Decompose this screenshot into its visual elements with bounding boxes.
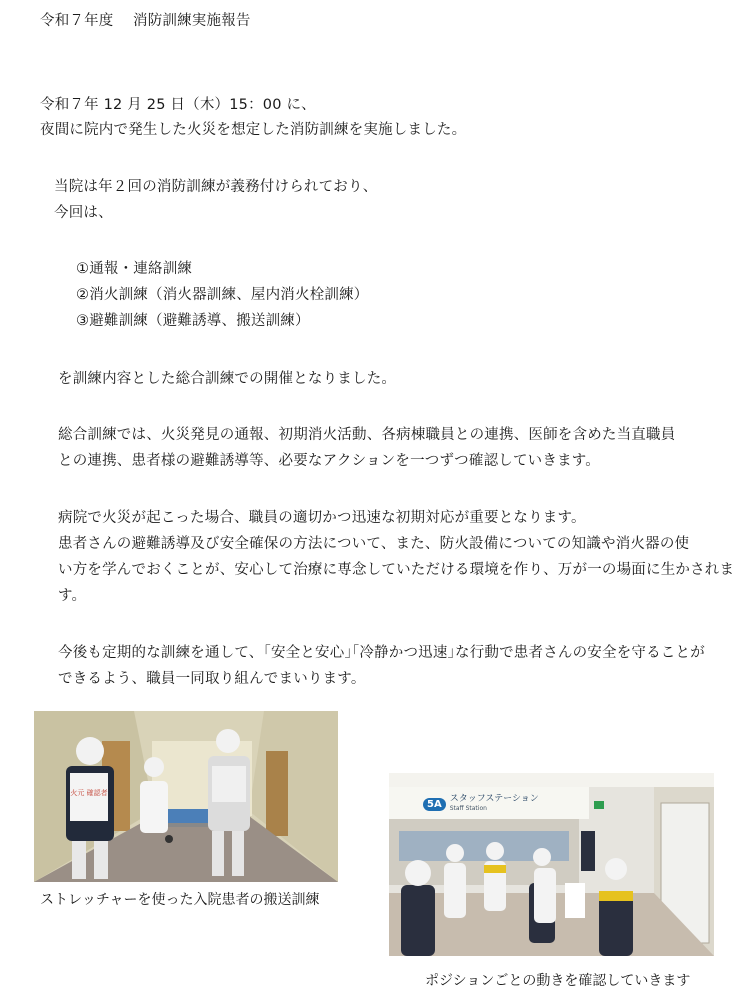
future-line-2: できるよう、職員一同取り組んでまいります。 — [58, 671, 366, 687]
staff-station-caption: ポジションごとの動きを確認していきます — [425, 973, 691, 989]
intro-line-2: 夜間に院内で発生した火災を想定した消防訓練を実施しました。 — [40, 122, 467, 138]
general-line-2: との連携、患者様の避難誘導等、必要なアクションを一つずつ確認していきます。 — [58, 453, 601, 469]
intro-line-1: 令和７年 12 月 25 日（木）15：00 に、 — [40, 97, 316, 113]
obligation-line-2: 今回は、 — [54, 205, 113, 221]
importance-line-1: 病院で火災が起こった場合、職員の適切かつ迅速な初期対応が重要となります。 — [58, 510, 586, 526]
general-line-1: 総合訓練では、火災発見の通報、初期消火活動、各病棟職員との連携、医師を含めた当直職員 — [58, 427, 676, 443]
station-sign-sub: Staff Station — [449, 805, 487, 812]
station-sign — [423, 793, 539, 815]
stretcher-training-photo — [34, 711, 338, 882]
obligation-line-1: 当院は年２回の消防訓練が義務付けられており、 — [54, 179, 378, 195]
importance-line-4: す。 — [58, 588, 87, 604]
staff-station-photo — [389, 773, 714, 956]
future-line-1: 今後も定期的な訓練を通して、｢安全と安心｣｢冷静かつ迅速｣な行動で患者さんの安全を守ることが — [58, 645, 705, 661]
importance-line-3: い方を学んでおくことが、安心して治療に専念していただける環境を作り、万が一の場面に生かされま — [58, 562, 735, 578]
training-item-3: ③避難訓練（避難誘導、搬送訓練） — [76, 313, 310, 329]
training-item-2: ②消火訓練（消火器訓練、屋内消火栓訓練） — [76, 287, 369, 303]
training-item-1: ①通報・連絡訓練 — [76, 261, 193, 277]
report-title: 令和７年度 消防訓練実施報告 — [40, 13, 251, 29]
summary-text: を訓練内容とした総合訓練での開催となりました。 — [58, 371, 397, 387]
station-sign-number: 5A — [423, 798, 446, 811]
stretcher-caption: ストレッチャーを使った入院患者の搬送訓練 — [40, 892, 320, 908]
station-sign-main: スタッフステーション — [449, 794, 539, 804]
importance-line-2: 患者さんの避難誘導及び安全確保の方法について、また、防火設備についての知識や消火器の使 — [58, 536, 690, 552]
vest-label: 火元 確認者 — [70, 789, 108, 797]
